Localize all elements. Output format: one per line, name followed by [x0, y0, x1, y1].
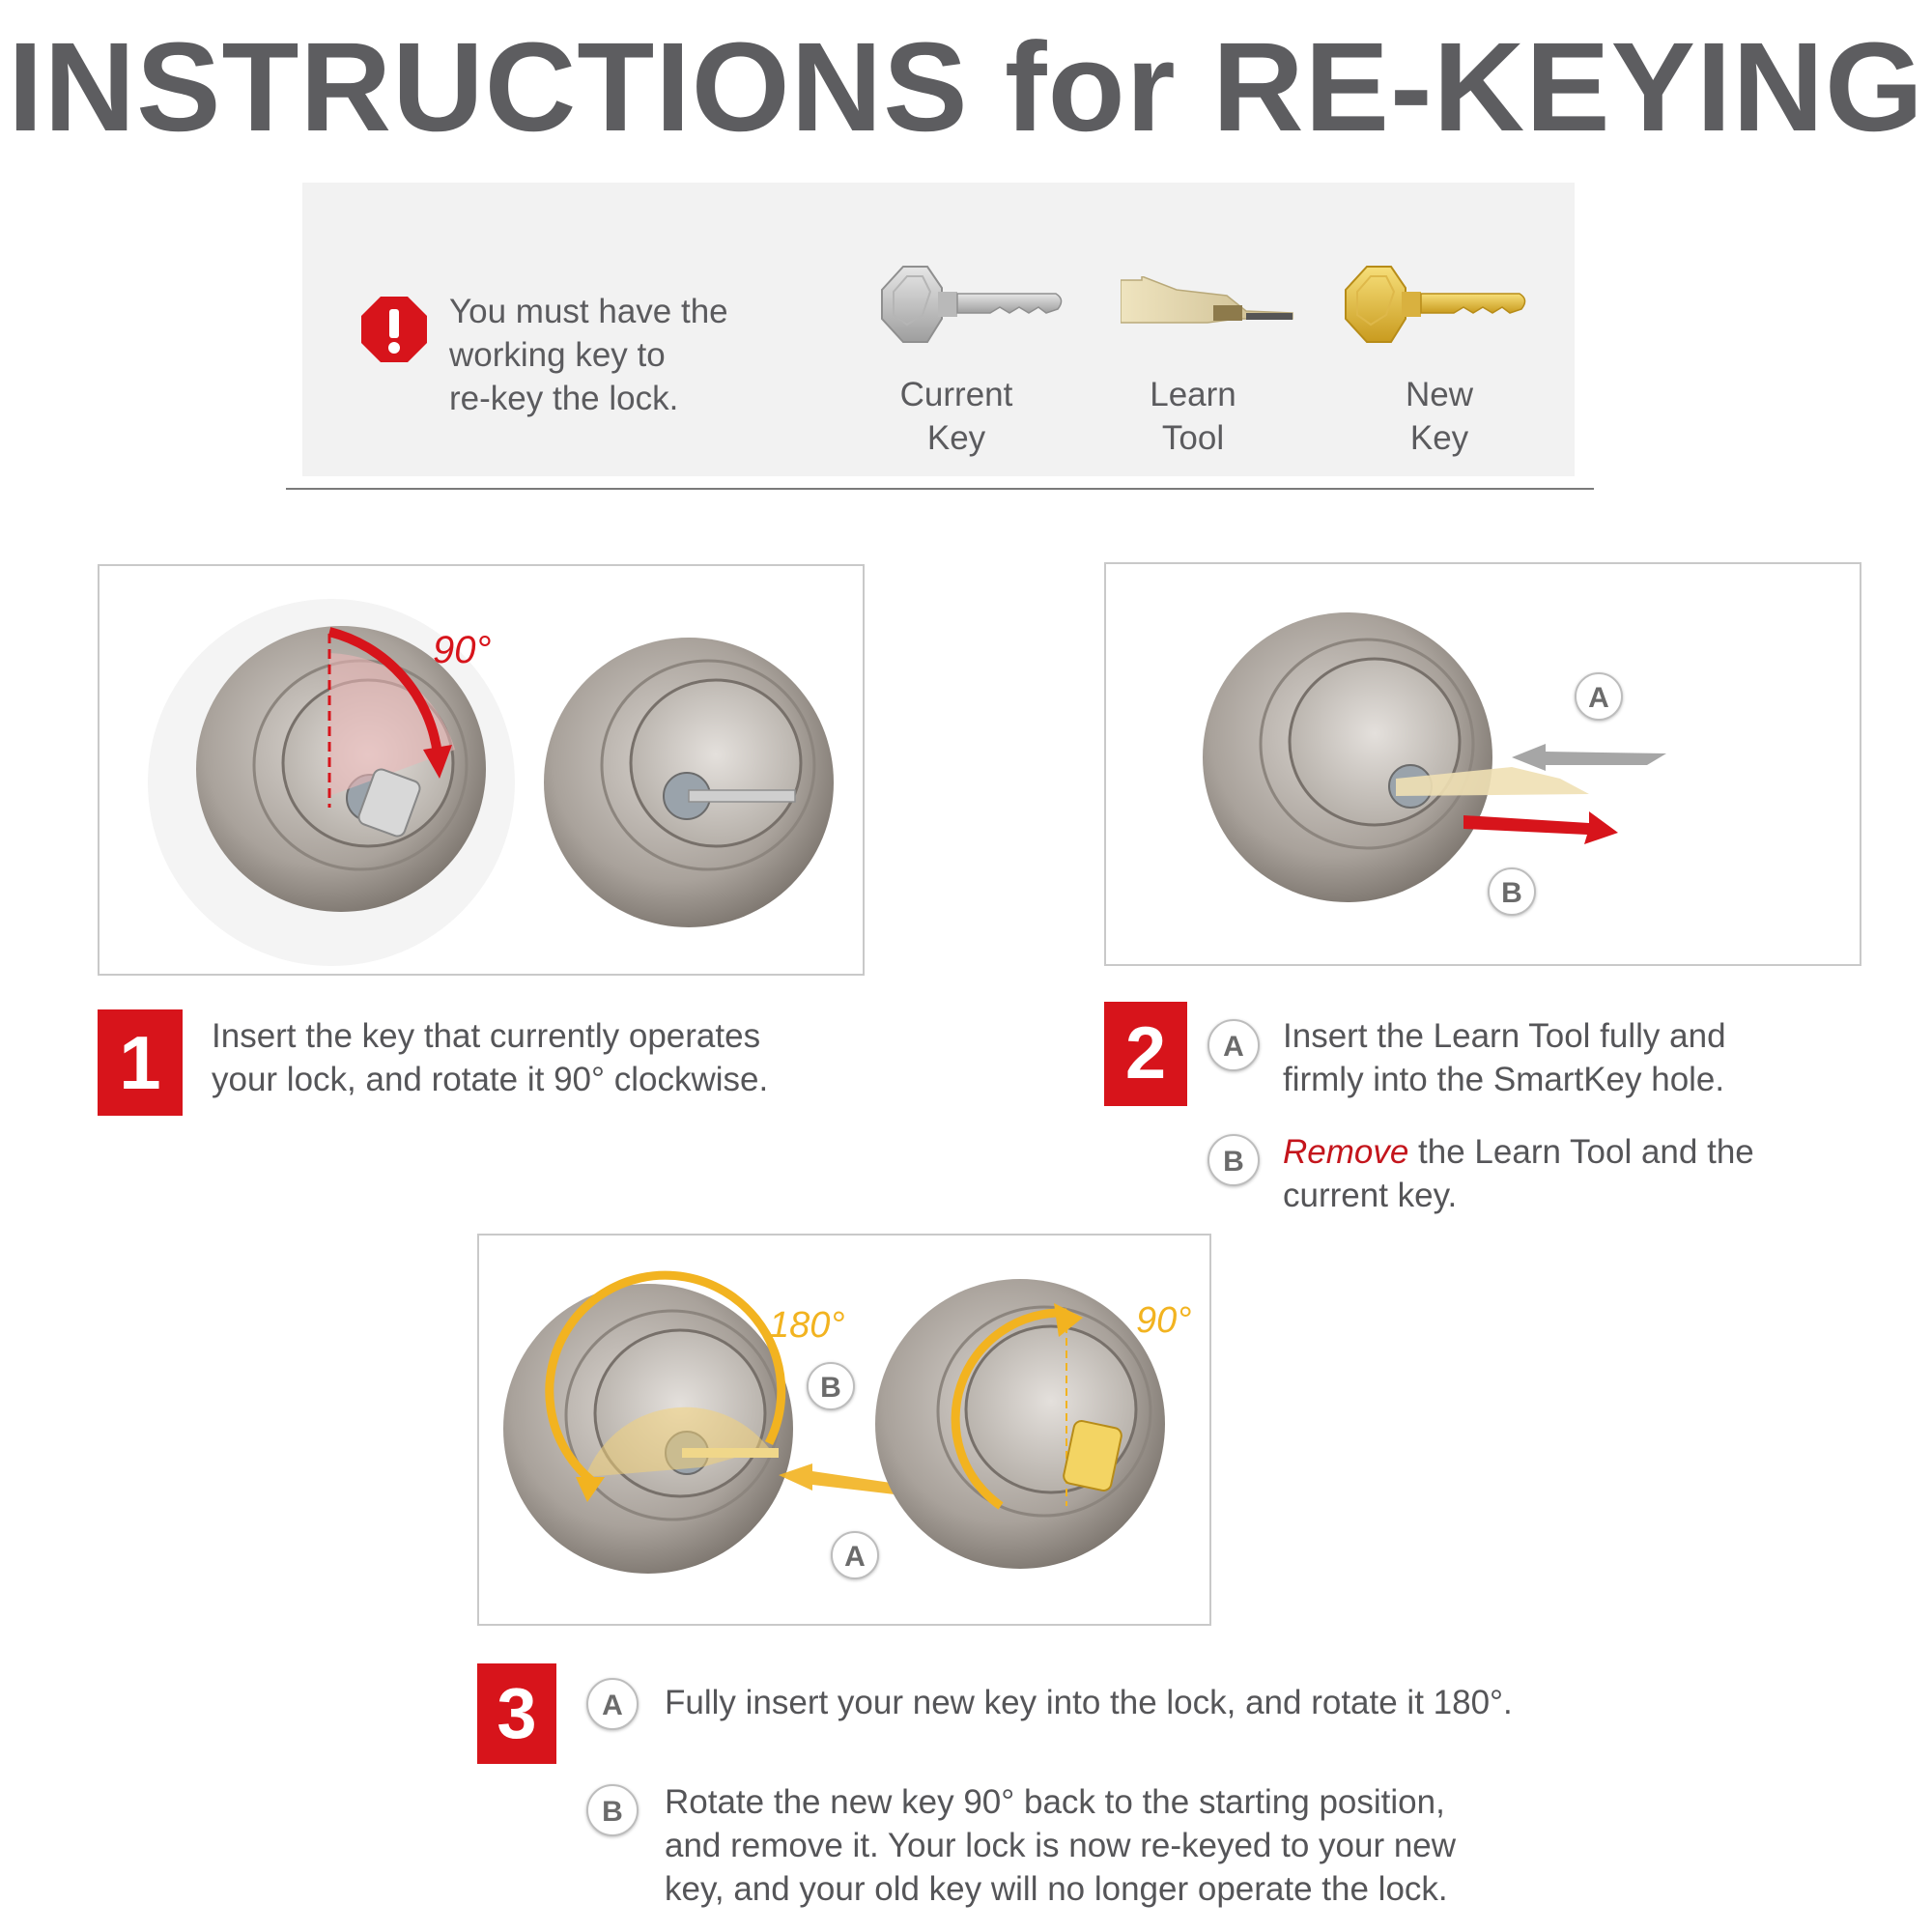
step3a-instructions — [665, 1681, 1727, 1724]
slide-in-arrow-icon — [1512, 744, 1666, 771]
tool-label-line: Learn — [1150, 376, 1236, 413]
step-text-line: firmly into the SmartKey hole. — [1283, 1061, 1725, 1098]
step-number-badge: 3 — [477, 1663, 556, 1764]
divider — [286, 488, 1594, 490]
substep-marker: B — [1208, 1134, 1260, 1186]
tool-label-line: Tool — [1161, 419, 1225, 457]
step1-illustration-panel — [98, 564, 865, 976]
callout-marker: B — [1488, 867, 1536, 916]
learn-tool-icon — [1121, 276, 1294, 334]
step-text: the Learn Tool and the — [1408, 1133, 1754, 1171]
step-text-line: Insert the Learn Tool fully and — [1283, 1017, 1726, 1055]
step-text-line: key, and your old key will no longer operate the lock. — [665, 1870, 1448, 1908]
step2b-instructions — [1283, 1130, 1862, 1217]
tool-label-line: New — [1405, 376, 1474, 413]
step-text-line: current key. — [1283, 1177, 1458, 1214]
rotation-angle-label: 90° — [433, 629, 492, 671]
requirement-line: working key to — [449, 336, 666, 374]
brass-key-icon — [1338, 263, 1531, 350]
deadbolt-lock-illustration — [875, 1279, 1165, 1569]
tool-label-line: Key — [1409, 419, 1469, 457]
step1-illustration — [99, 566, 863, 974]
requirement-line: re-key the lock. — [449, 380, 679, 417]
tool-label-learn-tool — [1111, 373, 1275, 460]
emphasis-text: Remove — [1283, 1133, 1409, 1171]
deadbolt-lock-illustration — [1203, 612, 1492, 902]
step-text-line: your lock, and rotate it 90° clockwise. — [212, 1061, 769, 1098]
deadbolt-lock-illustration — [503, 1275, 793, 1574]
step1-instructions — [212, 1014, 830, 1101]
step-number-badge: 2 — [1104, 1002, 1187, 1106]
step-number-badge: 1 — [98, 1009, 183, 1116]
exclamation-octagon-icon — [361, 297, 427, 362]
tool-label-current-key — [869, 373, 1043, 460]
tool-label-line: Key — [926, 419, 986, 457]
pull-out-arrow-icon — [1463, 811, 1618, 844]
step2-illustration-panel — [1104, 562, 1861, 966]
tool-label-new-key — [1352, 373, 1526, 460]
deadbolt-lock-illustration — [544, 638, 834, 927]
step-text-line: and remove it. Your lock is now re-keyed to your new — [665, 1827, 1457, 1864]
rotation-angle-label: 90° — [1136, 1300, 1192, 1341]
step-text-line — [1283, 1130, 1862, 1174]
callout-marker: B — [807, 1362, 855, 1410]
substep-marker: B — [586, 1784, 639, 1836]
callout-marker: A — [1575, 672, 1623, 721]
requirement-text — [449, 290, 778, 420]
step2-illustration — [1106, 564, 1860, 964]
requirement-line: You must have the — [449, 293, 728, 330]
silver-key-icon — [874, 263, 1067, 350]
callout-marker: A — [831, 1531, 879, 1579]
tool-label-line: Current — [899, 376, 1013, 413]
rotation-angle-label: 180° — [769, 1305, 845, 1346]
substep-marker: A — [586, 1678, 639, 1730]
step2a-instructions — [1283, 1014, 1824, 1101]
substep-marker: A — [1208, 1019, 1260, 1071]
page-title: INSTRUCTIONS for RE-KEYING — [8, 15, 1924, 157]
step-text-line: Fully insert your new key into the lock, and rotate it 180°. — [665, 1684, 1513, 1721]
step-text-line: Rotate the new key 90° back to the starting position, — [665, 1783, 1445, 1821]
step3b-instructions — [665, 1780, 1727, 1911]
step-text-line: Insert the key that currently operates — [212, 1017, 761, 1055]
